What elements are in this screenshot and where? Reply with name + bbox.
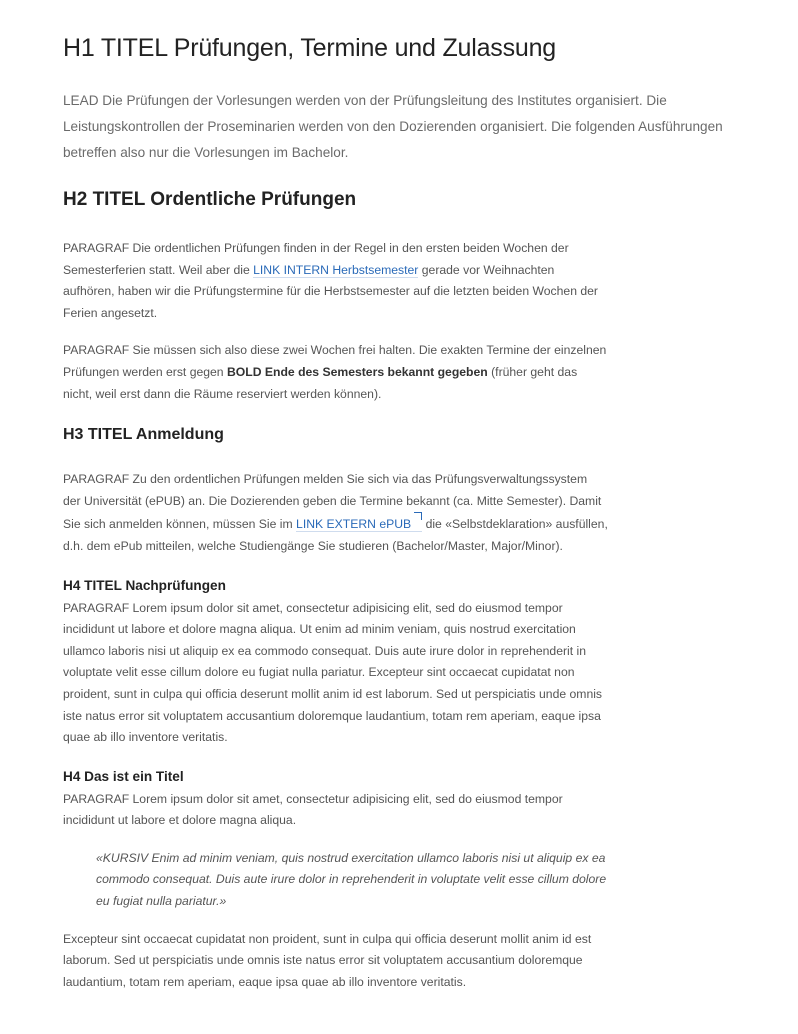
- paragraph-3-text: PARAGRAF Zu den ordentlichen Prüfungen melden Sie sich via das Prüfungsverwaltungssystem der Universität (ePUB) an. Die Dozierenden geben die Termine bekannt (ca. Mitte Semester). Damit Sie sich anmelden können, müssen Sie im: [63, 472, 602, 532]
- external-link-icon: [414, 512, 422, 520]
- section-heading-ordentliche: H2 TITEL Ordentliche Prüfungen: [63, 189, 357, 210]
- paragraph-2: [63, 340, 608, 405]
- paragraph-3-text-end: die «Selbstdeklaration» ausfüllen, d.h. dem ePub mitteilen, welche Studiengänge Sie studieren (Bachelor/Master, Major/Minor).: [63, 517, 608, 553]
- lead-paragraph: LEAD Die Prüfungen der Vorlesungen werden von der Prüfungsleitung des Institutes organisiert. Die Leistungskontrollen der Proseminarien werden von den Dozierenden organisiert. Die folgenden Ausführungen betreffen also nur die Vorlesungen im Bachelor.: [63, 93, 723, 160]
- paragraph-1-text: PARAGRAF Die ordentlichen Prüfungen finden in der Regel in den ersten beiden Wochen der Semesterferien statt. Weil aber die: [63, 241, 569, 277]
- paragraph-2-text: PARAGRAF Sie müssen sich also diese zwei Wochen frei halten. Die exakten Termine der einzelnen Prüfungen werden erst gegen: [63, 343, 607, 379]
- paragraph-5: PARAGRAF Lorem ipsum dolor sit amet, consectetur adipisicing elit, sed do eiusmod tempor incididunt ut labore et dolore magna aliqua.: [63, 791, 563, 828]
- italic-quote: «KURSIV Enim ad minim veniam, quis nostrud exercitation ullamco laboris nisi ut aliquip ex ea commodo consequat. Duis aute irure dolor in reprehenderit in voluptate velit esse cillum dolore eu fugiat nulla pariatur.»: [96, 850, 607, 909]
- heading-nachpruefungen: H4 TITEL Nachprüfungen: [63, 577, 226, 593]
- link-epub[interactable]: [296, 517, 422, 532]
- paragraph-1-text-end: gerade vor Weihnachten aufhören, haben wir die Prüfungstermine für die Herbstsemester auf die letzten beiden Wochen der Ferien angesetzt.: [63, 262, 598, 320]
- subsection-heading-anmeldung: H3 TITEL Anmeldung: [63, 426, 224, 444]
- link-herbstsemester[interactable]: LINK INTERN Herbstsemester: [253, 262, 419, 277]
- paragraph-4: PARAGRAF Lorem ipsum dolor sit amet, consectetur adipisicing elit, sed do eiusmod tempor incididunt ut labore et dolore magna aliqua. Ut enim ad minim veniam, quis nostrud exercitation ullamco laboris nisi ut aliquip ex ea commodo consequat. Duis aute irure dolor in reprehenderit in voluptate velit esse cillum dolore eu fugiat nulla pariatur. Excepteur sint occaecat cupidatat non proident, sunt in culpa qui officia deserunt mollit anim id est laborum. Sed ut perspiciatis unde omnis iste natus error sit voluptatem accusantium doloremque laudantium, totam rem aperiam, eaque ipsa quae ab illo inventore veritatis.: [63, 600, 603, 745]
- heading-titel: H4 Das ist ein Titel: [63, 768, 184, 784]
- paragraph-2-text-end: (früher geht das nicht, weil erst dann die Räume reserviert werden können).: [63, 364, 578, 401]
- link-epub-label: LINK EXTERN ePUB: [296, 517, 412, 532]
- paragraph-6: Excepteur sint occaecat cupidatat non proident, sunt in culpa qui officia deserunt mollit anim id est laborum. Sed ut perspiciatis unde omnis iste natus error sit voluptatem accusantium doloremque laudantium, totam rem aperiam, eaque ipsa quae ab illo inventore veritatis.: [63, 931, 592, 989]
- paragraph-1: [63, 238, 608, 324]
- paragraph-3: [63, 469, 608, 557]
- bold-text: BOLD Ende des Semesters bekannt gegeben: [226, 364, 488, 379]
- page-title: H1 TITEL Prüfungen, Termine und Zulassung: [63, 34, 557, 62]
